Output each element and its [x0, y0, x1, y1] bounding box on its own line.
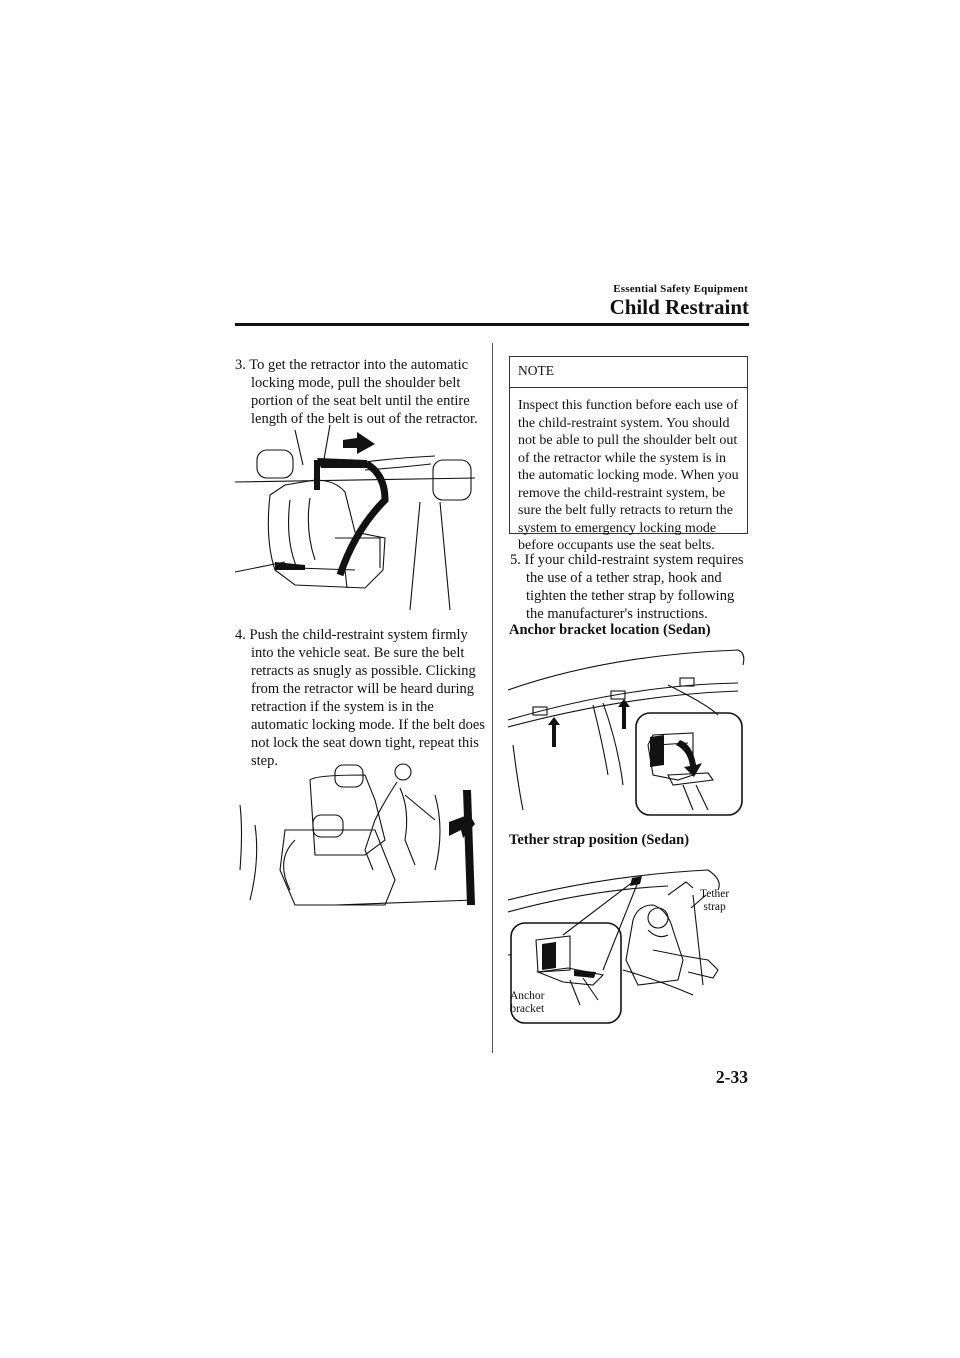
illustration-push-child-seat — [235, 760, 475, 910]
step-3-text: 3. To get the retractor into the automatic locking mode, pull the shoulder belt portion of the seat belt until the entire length of the belt is out of the retractor. — [235, 357, 478, 427]
column-divider — [492, 343, 493, 1053]
step-4-text: 4. Push the child-restraint system firmly into the vehicle seat. Be sure the belt retracts as snugly as possible. Clicking from the retractor will be heard during retraction if the system is in the automatic locking mode. If the belt does not lock the seat down tight, repeat this step. — [235, 627, 485, 769]
anchor-location-caption: Anchor bracket location (Sedan) — [509, 622, 711, 638]
anchor-label-line2: bracket — [510, 1003, 545, 1015]
step-5-text: 5. If your child-restraint system requires the use of a tether strap, hook and tighten the tether strap by following the manufacturer's instructions. — [510, 552, 744, 622]
illustration-pull-shoulder-belt — [235, 420, 475, 610]
header-rule — [235, 323, 749, 326]
tether-label-line2: strap — [703, 901, 726, 913]
note-text: Inspect this function before each use of the child-restraint system. You should not be able to pull the shoulder belt out of the retractor while the system is in the automatic locking mode. When you remove the child-restraint system, be sure the belt fully retracts to return the system to emergency locking mode before occupants use the seat belts. — [518, 398, 739, 553]
tether-strap-label — [700, 888, 729, 914]
anchor-bracket-label — [510, 990, 545, 1016]
page-title: Child Restraint — [609, 295, 749, 319]
note-divider — [510, 387, 747, 388]
page-number: 2-33 — [715, 1067, 748, 1087]
tether-label-line1: Tether — [700, 888, 730, 900]
illustration-anchor-bracket-location — [508, 645, 750, 820]
note-box — [509, 356, 748, 553]
note-heading: NOTE — [518, 363, 554, 378]
anchor-label-line1: Anchor — [510, 990, 545, 1002]
tether-position-caption: Tether strap position (Sedan) — [509, 832, 690, 848]
section-label: Essential Safety Equipment — [613, 283, 748, 295]
